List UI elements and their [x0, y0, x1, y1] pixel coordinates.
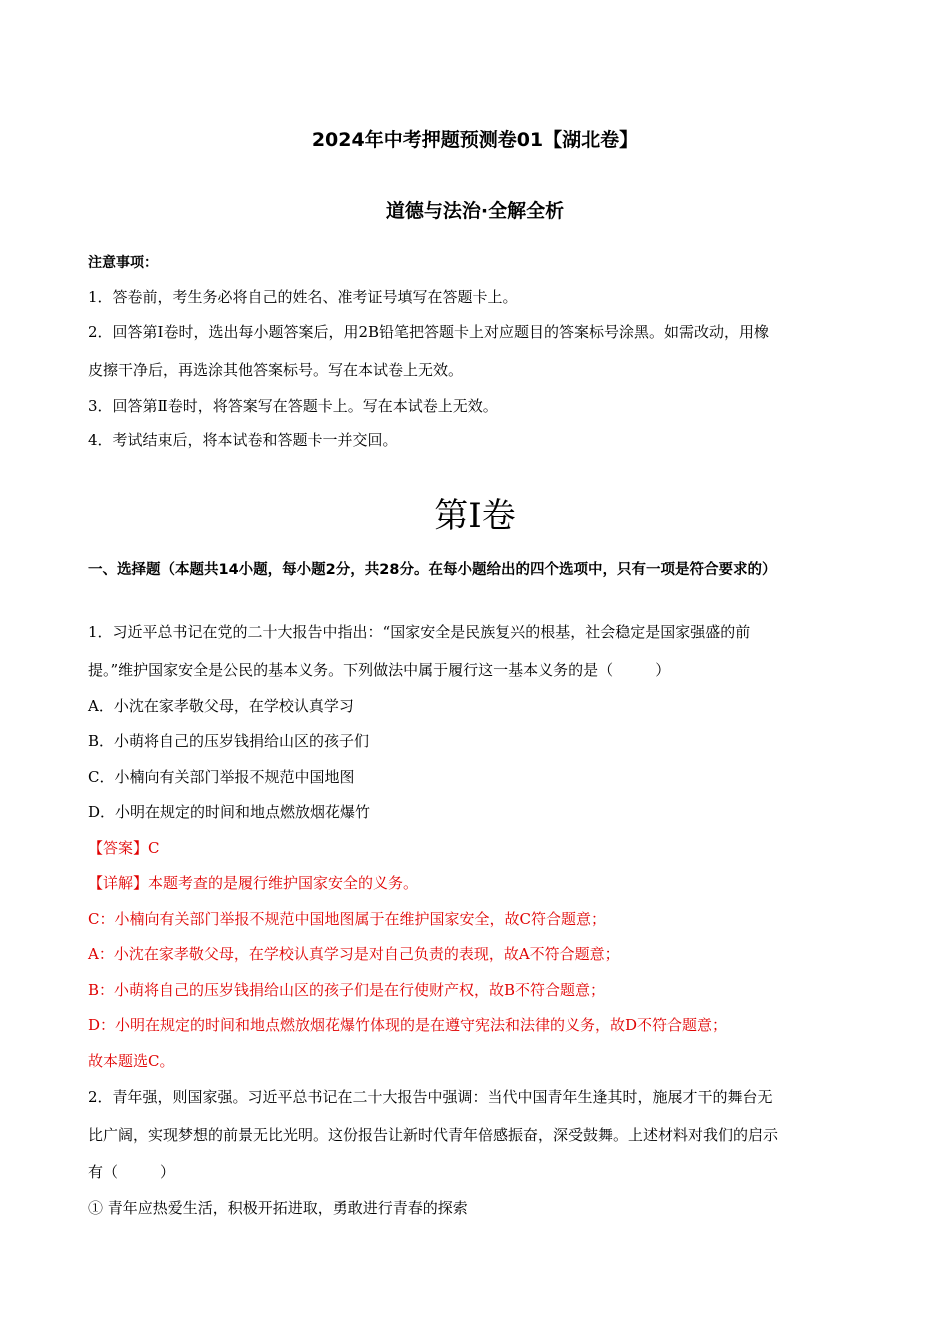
- question-2-stem: 2．青年强，则国家强。习近平总书记在二十大报告中强调：当代中国青年生逢其时，施展才干的舞台无: [88, 1088, 773, 1106]
- notice-item: 3．回答第Ⅱ卷时，将答案写在答题卡上。写在本试卷上无效。: [88, 397, 498, 415]
- notice-item: 2．回答第Ⅰ卷时，选出每小题答案后，用2B铅笔把答题卡上对应题目的答案标号涂黑。如需改动，用橡: [88, 323, 770, 341]
- statement-1: ① 青年应热爱生活，积极开拓进取，勇敢进行青春的探索: [88, 1199, 468, 1217]
- option-a: A．小沈在家孝敬父母，在学校认真学习: [88, 697, 354, 715]
- question-1-stem-continued: [88, 660, 868, 680]
- notice-item: 1．答卷前，考生务必将自己的姓名、准考证号填写在答题卡上。: [88, 288, 518, 306]
- closing-paren: ）: [655, 661, 671, 679]
- page-subtitle: 道德与法治·全解全析: [385, 200, 565, 222]
- explanation-line: D：小明在规定的时间和地点燃放烟花爆竹体现的是在遵守宪法和法律的义务，故D不符合题意；: [88, 1016, 728, 1034]
- notice-item: 4．考试结束后，将本试卷和答题卡一并交回。: [88, 431, 398, 449]
- page-title: 2024年中考押题预测卷01【湖北卷】: [311, 129, 639, 151]
- question-1-stem: 1．习近平总书记在党的二十大报告中指出：“国家安全是民族复兴的根基，社会稳定是国家强盛的前: [88, 623, 751, 641]
- option-c: C．小楠向有关部门举报不规范中国地图: [88, 768, 355, 786]
- explanation-line: C：小楠向有关部门举报不规范中国地图属于在维护国家安全，故C符合题意；: [88, 910, 606, 928]
- option-b: B．小萌将自己的压岁钱捐给山区的孩子们: [88, 732, 370, 750]
- option-d: D．小明在规定的时间和地点燃放烟花爆竹: [88, 803, 371, 821]
- answer-line: 【答案】C: [88, 839, 160, 857]
- closing-paren: ）: [160, 1163, 176, 1181]
- question-1-stem-text: 提。”维护国家安全是公民的基本义务。下列做法中属于履行这一基本义务的是（: [88, 661, 614, 679]
- section-heading: 一、选择题（本题共14小题，每小题2分，共28分。在每小题给出的四个选项中，只有一项是符合要求的）: [88, 562, 777, 578]
- notice-item: 皮擦干净后，再选涂其他答案标号。写在本试卷上无效。: [88, 361, 464, 379]
- explanation-line: A：小沈在家孝敬父母，在学校认真学习是对自己负责的表现，故A不符合题意；: [88, 945, 620, 963]
- question-2-stem-end: [88, 1162, 868, 1182]
- question-2-stem-continued: 比广阔，实现梦想的前景无比光明。这份报告让新时代青年倍感振奋，深受鼓舞。上述材料对我们的启示: [88, 1126, 779, 1144]
- explanation-conclusion: 故本题选C。: [88, 1052, 175, 1070]
- explanation-line: 【详解】本题考查的是履行维护国家安全的义务。: [88, 874, 419, 892]
- notice-heading: 注意事项：: [88, 255, 158, 271]
- question-2-stem-text: 有（: [88, 1163, 119, 1181]
- volume-heading: 第Ⅰ卷: [434, 496, 516, 536]
- explanation-line: B：小萌将自己的压岁钱捐给山区的孩子们是在行使财产权，故B不符合题意；: [88, 981, 606, 999]
